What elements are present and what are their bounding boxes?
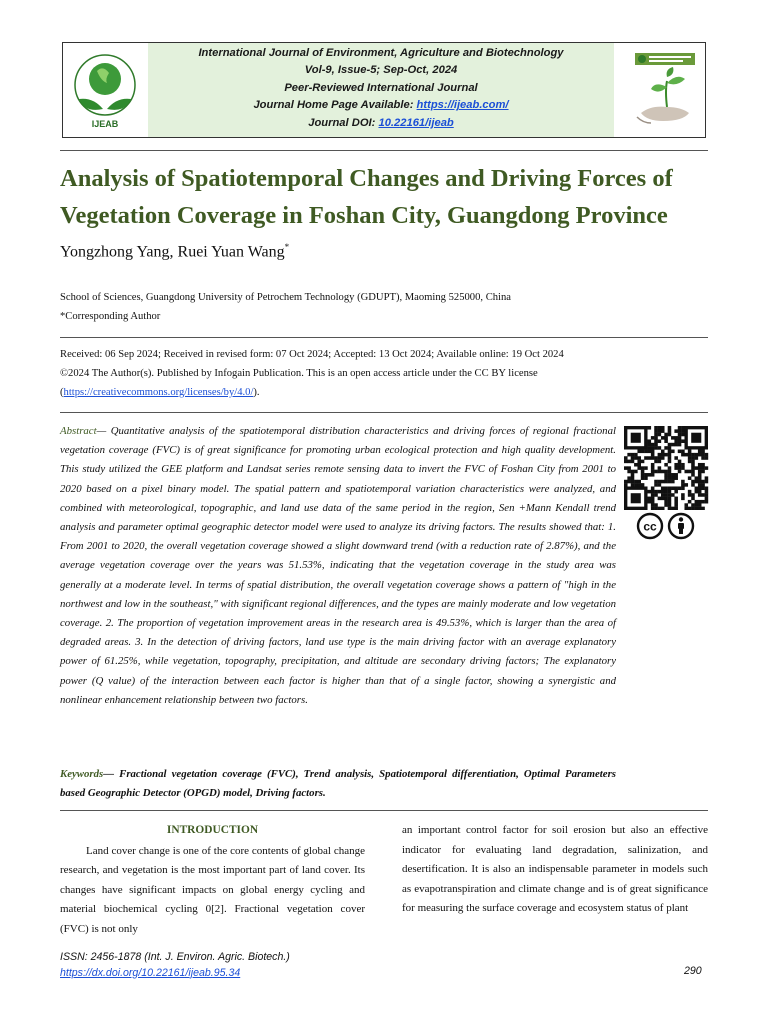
header-rule bbox=[60, 150, 708, 151]
intro-paragraph-left: Land cover change is one of the core contents of global change research, and vegetation is the most important part of land cover. Its changes have significant impacts on global energy cycling and material biochemical cycling 0[2]. Fractional vegetation cover (FVC) is not only bbox=[60, 844, 365, 935]
keywords bbox=[60, 765, 616, 804]
homepage-label: Journal Home Page Available: bbox=[253, 99, 417, 112]
intro-paragraph-right: an important control factor for soil erosion but also an effective indicator for evaluating land degradation, salinization, and desertification. It is also an indispensable parameter in models such as evapotranspiration and climate change and is of great significance for measuring the surface coverage and ecosystem status of plant bbox=[402, 824, 708, 914]
article-dates: Received: 06 Sep 2024; Received in revised form: 07 Oct 2024; Accepted: 13 Oct 2024; Available online: 19 Oct 2024 bbox=[60, 349, 564, 360]
journal-review: Peer-Reviewed International Journal bbox=[284, 81, 478, 94]
doi-label: Journal DOI: bbox=[308, 116, 379, 129]
author-asterisk: * bbox=[284, 242, 290, 252]
seedling-hand-icon bbox=[633, 51, 697, 129]
qr-code-icon[interactable] bbox=[622, 426, 710, 510]
journal-name: International Journal of Environment, Agriculture and Biotechnology bbox=[198, 47, 564, 59]
intro-left-column bbox=[60, 821, 365, 939]
corresponding-author: *Corresponding Author bbox=[60, 311, 161, 322]
doi-link[interactable]: 10.22161/ijeab bbox=[378, 116, 454, 129]
intro-heading: INTRODUCTION bbox=[166, 824, 259, 836]
license-text: ©2024 The Author(s). Published by Infogain Publication. This is an open access article under the CC BY license bbox=[60, 368, 538, 379]
meta-rule-top bbox=[60, 337, 708, 338]
journal-logo-text: IJEAB bbox=[91, 119, 119, 129]
abstract-label: Abstract bbox=[60, 425, 97, 437]
author-list bbox=[60, 242, 289, 261]
keywords-sep: — bbox=[103, 768, 120, 780]
footer-doi-link[interactable]: https://dx.doi.org/10.22161/ijeab.95.34 bbox=[60, 966, 241, 979]
intro-rule bbox=[60, 810, 708, 811]
abstract bbox=[60, 422, 616, 710]
journal-homepage bbox=[148, 97, 614, 114]
license-link-line bbox=[60, 387, 260, 398]
license-close-paren: ). bbox=[253, 387, 260, 398]
journal-doi bbox=[148, 115, 614, 132]
journal-info bbox=[148, 45, 614, 132]
keywords-text: Fractional vegetation coverage (FVC), Trend analysis, Spatiotemporal differentiation, Optimal Parameters based Geographic Detector (OPGD) model, Driving factors. bbox=[60, 768, 616, 800]
journal-header bbox=[62, 42, 706, 138]
cc-badge-text: cc bbox=[643, 519, 657, 534]
meta-rule-bottom bbox=[60, 412, 708, 413]
keywords-label: Keywords bbox=[60, 768, 104, 780]
homepage-link[interactable]: https://ijeab.com/ bbox=[416, 99, 509, 112]
cc-by-license-icon bbox=[636, 512, 698, 540]
footer-issn: ISSN: 2456-1878 (Int. J. Environ. Agric. Biotech.) bbox=[60, 951, 290, 963]
intro-right-column bbox=[402, 821, 708, 919]
page-number: 290 bbox=[684, 965, 702, 977]
article-title: Analysis of Spatiotemporal Changes and Driving Forces of Vegetation Coverage in Foshan City, Guangdong Province bbox=[60, 165, 673, 229]
page-footer bbox=[60, 950, 290, 981]
affiliation: School of Sciences, Guangdong University of Petrochem Technology (GDUPT), Maoming 525000, China bbox=[60, 292, 511, 303]
license-open-paren: ( bbox=[60, 387, 64, 398]
journal-logo-icon bbox=[69, 47, 141, 133]
authors-text: Yongzhong Yang, Ruei Yuan Wang bbox=[60, 243, 285, 261]
journal-volume: Vol-9, Issue-5; Sep-Oct, 2024 bbox=[304, 64, 458, 77]
license-link[interactable]: https://creativecommons.org/licenses/by/4.0/ bbox=[63, 387, 254, 398]
abstract-text: Quantitative analysis of the spatiotemporal distribution characteristics and driving forces of regional fractional vegetation coverage (FVC) is of great significance for promoting urban ecological protection and high quality development. This study utilized the GEE platform and Landsat series remote sensing data to invert the FVC of Foshan City from 2001 to 2020 based on a pixel binary model. The spatial pattern and spatiotemporal variation characteristics were analyzed, and combined with meteorological, topographic, and land use data of the same period in the region, Sen +Mann Kendall trend analysis and parameter optimal geographic detector model were used to analyze its driving factors. The results showed that: 1. From 2001 to 2020, the overall vegetation coverage showed a slight downward trend (with a reduction rate of 2.87%), and the average vegetation coverage over the years was 51.53%, indicating that the vegetation coverage in the study area was generally at a moderate level. In terms of spatial distribution, the overall vegetation coverage shows a pattern of "high in the northwest and low in the southeast," with significant regional differences, and the types are mainly moderate and low vegetation coverage. 2. The proportion of vegetation improvement areas in the research area is 49.53%, which is larger than the area of degraded areas. 3. In the detection of driving factors, land use type is the main driving factor with an average explanatory power of 61.25%, while vegetation, topography, precipitation, and altitude are secondary driving factors; The explanatory power (Q value) of the interaction between each factor is higher than that of a single factor, showing a synergistic and nonlinear enhancement relationship between two factors. bbox=[60, 425, 616, 706]
abstract-sep: — bbox=[96, 425, 111, 437]
